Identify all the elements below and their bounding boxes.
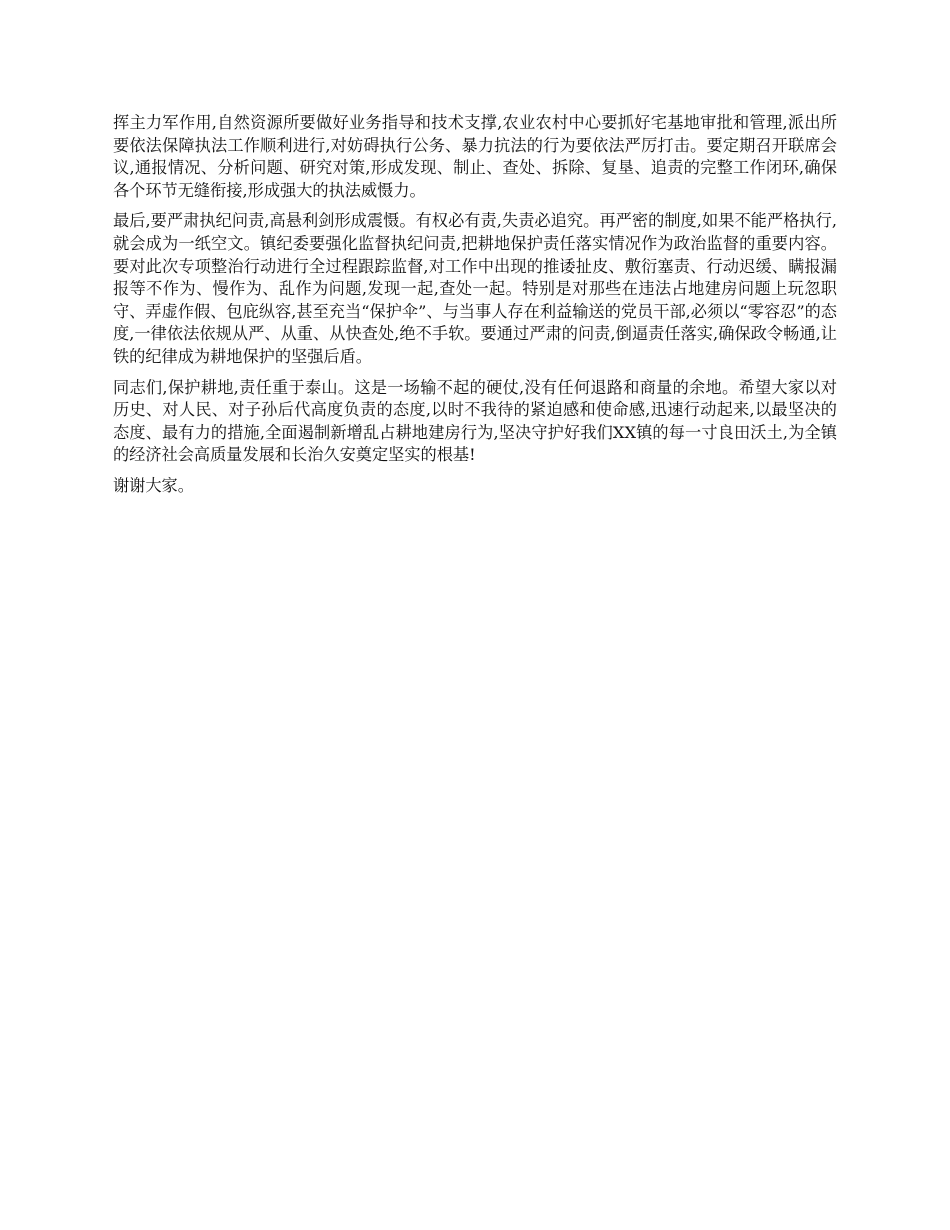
paragraph-2: 最后,要严肃执纪问责,高悬利剑形成震慑。有权必有责,失责必追究。再严密的制度,如果不能严格执行,就会成为一纸空文。镇纪委要强化监督执纪问责,把耕地保护责任落实情况作为政治监督的重要内容。要对此次专项整治行动进行全过程跟踪监督,对工作中出现的推诿扯皮、敷衍塞责、行动迟缓、瞒报漏报等不作为、慢作为、乱作为问题,发现一起,查处一起。特别是对那些在违法占地建房问题上玩忽职守、弄虚作假、包庇纵容,甚至充当“保护伞”、与当事人存在利益输送的党员干部,必须以“零容忍”的态度,一律依法依规从严、从重、从快查处,绝不手软。要通过严肃的问责,倒逼责任落实,确保政令畅通,让铁的纪律成为耕地保护的坚强后盾。 xyxy=(113,211,837,366)
paragraph-closing: 谢谢大家。 xyxy=(113,475,194,495)
paragraph-1: 挥主力军作用,自然资源所要做好业务指导和技术支撑,农业农村中心要抓好宅基地审批和管理,派出所要依法保障执法工作顺利进行,对妨碍执行公务、暴力抗法的行为要依法严厉打击。要定期召开联席会议,通报情况、分析问题、研究对策,形成发现、制止、查处、拆除、复垦、追责的完整工作闭环,确保各个环节无缝衔接,形成强大的执法威慑力。 xyxy=(113,113,837,200)
document-page xyxy=(113,112,837,506)
paragraph-3: 同志们,保护耕地,责任重于泰山。这是一场输不起的硬仗,没有任何退路和商量的余地。希望大家以对历史、对人民、对子孙后代高度负责的态度,以时不我待的紧迫感和使命感,迅速行动起来,以最坚决的态度、最有力的措施,全面遏制新增乱占耕地建房行为,坚决守护好我们XX镇的每一寸良田沃土,为全镇的经济社会高质量发展和长治久安奠定坚实的根基! xyxy=(113,377,837,465)
